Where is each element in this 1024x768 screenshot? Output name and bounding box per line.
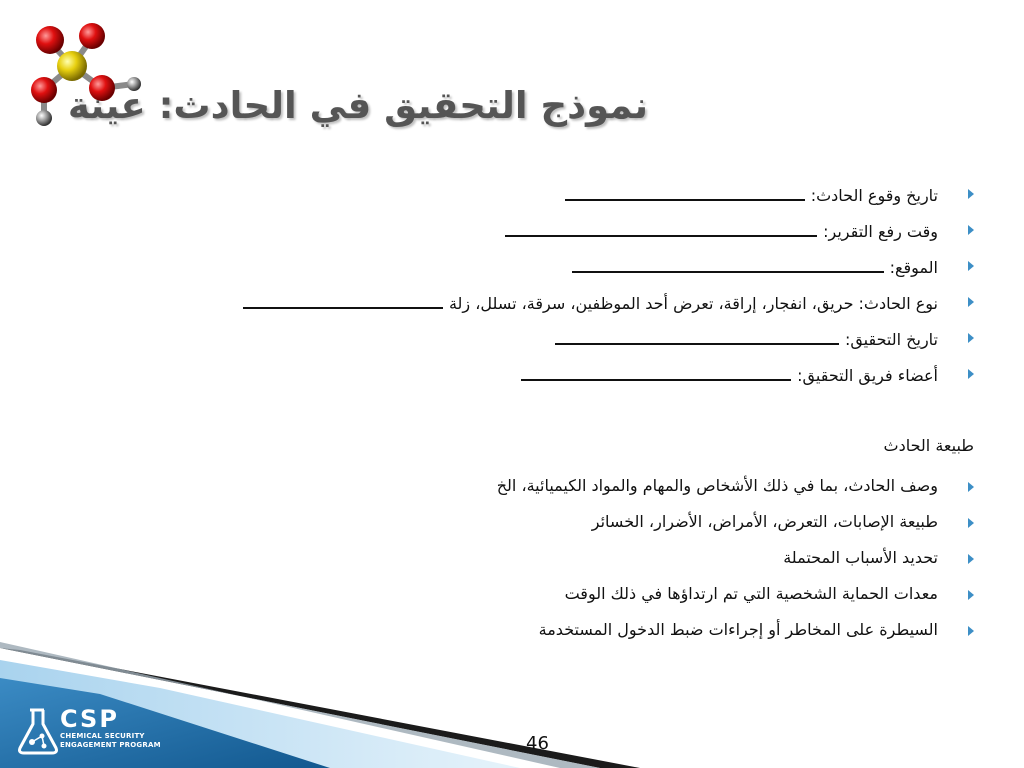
blank-line xyxy=(521,363,791,381)
form-field-incident-date xyxy=(243,183,974,219)
form-field-location xyxy=(243,255,974,291)
field-label: وقت رفع التقرير: xyxy=(823,222,938,241)
form-field-incident-type xyxy=(243,291,974,327)
flask-icon xyxy=(16,706,60,756)
bullet-icon xyxy=(968,189,974,199)
blank-line xyxy=(555,327,839,345)
page-title: نموذج التحقيق في الحادث: عينة xyxy=(67,84,648,127)
bullet-icon xyxy=(968,369,974,379)
bullet-icon xyxy=(968,333,974,343)
bullet-icon xyxy=(968,297,974,307)
logo-line-1: CHEMICAL SECURITY xyxy=(60,732,145,740)
form-field-report-time xyxy=(243,219,974,255)
bullet-icon xyxy=(968,261,974,271)
field-label: نوع الحادث: حريق، انفجار، إراقة، تعرض أحد الموظفين، سرقة، تسلل، زلة xyxy=(448,294,938,313)
list-item xyxy=(497,548,974,584)
section-heading: طبيعة الحادث xyxy=(883,436,974,455)
field-label: الموقع: xyxy=(889,258,938,277)
blank-line xyxy=(565,183,805,201)
field-label: أعضاء فريق التحقيق: xyxy=(797,366,938,385)
page-number: 46 xyxy=(526,733,549,754)
logo-letters: CSP xyxy=(60,705,119,733)
form-fields-list xyxy=(243,183,974,399)
blank-line xyxy=(243,291,443,309)
list-item xyxy=(497,476,974,512)
item-text: طبيعة الإصابات، التعرض، الأمراض، الأضرار، الخسائر xyxy=(591,512,938,531)
logo-line-2: ENGAGEMENT PROGRAM xyxy=(60,741,161,749)
bullet-icon xyxy=(968,590,974,600)
form-field-team-members xyxy=(243,363,974,399)
blank-line xyxy=(505,219,817,237)
bullet-icon xyxy=(968,518,974,528)
nature-list xyxy=(497,476,974,656)
bullet-icon xyxy=(968,626,974,636)
list-item xyxy=(497,512,974,548)
list-item xyxy=(497,584,974,620)
bullet-icon xyxy=(968,554,974,564)
item-text: معدات الحماية الشخصية التي تم ارتداؤها في ذلك الوقت xyxy=(564,584,938,603)
blank-line xyxy=(572,255,884,273)
bullet-icon xyxy=(968,482,974,492)
item-text: وصف الحادث، بما في ذلك الأشخاص والمهام والمواد الكيميائية، الخ xyxy=(496,476,938,495)
item-text: تحديد الأسباب المحتملة xyxy=(783,548,938,567)
item-text: السيطرة على المخاطر أو إجراءات ضبط الدخول المستخدمة xyxy=(538,620,938,639)
bullet-icon xyxy=(968,225,974,235)
field-label: تاريخ التحقيق: xyxy=(844,330,938,349)
form-field-investigation-date xyxy=(243,327,974,363)
field-label: تاريخ وقوع الحادث: xyxy=(810,186,938,205)
csp-logo xyxy=(60,706,161,750)
